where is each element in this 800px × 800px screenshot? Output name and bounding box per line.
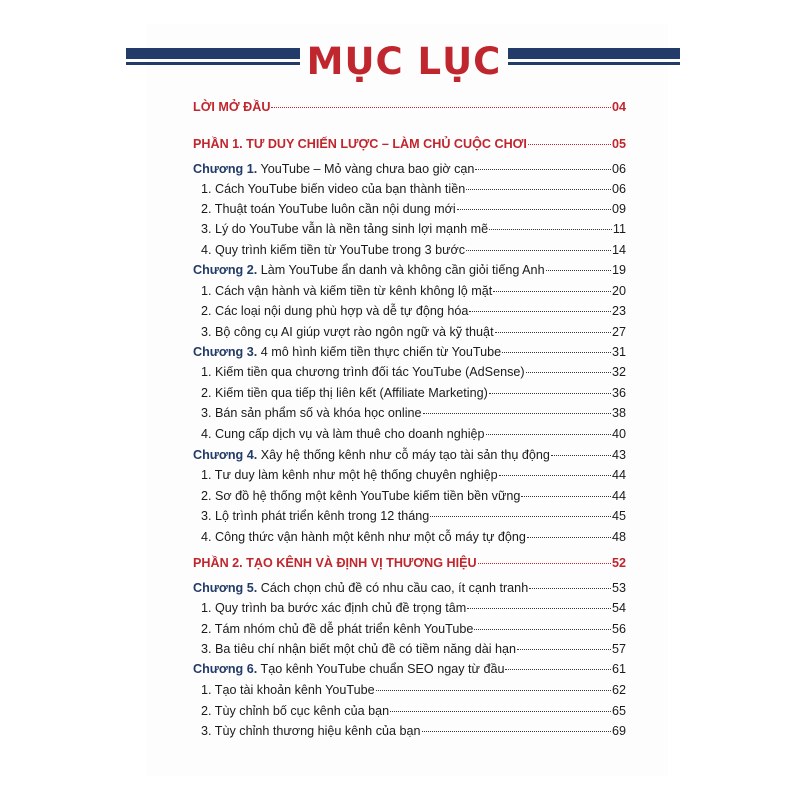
leader-dots — [521, 496, 611, 497]
section-page: 11 — [612, 222, 626, 236]
chapter-page: 61 — [611, 662, 626, 676]
leader-dots — [467, 608, 611, 609]
chapter-page: 31 — [611, 345, 626, 359]
leader-dots — [466, 250, 611, 251]
toc-section — [193, 406, 626, 420]
toc-section — [193, 386, 626, 400]
section-page: 44 — [611, 468, 626, 482]
section-page: 54 — [611, 601, 626, 615]
section-page: 65 — [611, 704, 626, 718]
section-page: 27 — [611, 325, 626, 339]
leader-dots — [423, 413, 611, 414]
section-page: 38 — [611, 406, 626, 420]
leader-dots — [546, 270, 611, 271]
section-title: 2. Tám nhóm chủ đề dễ phát triển kênh YouTube — [201, 622, 474, 636]
toc-part-page: 05 — [611, 137, 626, 151]
toc-section — [193, 530, 626, 544]
toc-section — [193, 284, 626, 298]
leader-dots — [499, 475, 611, 476]
toc-intro-page: 04 — [611, 100, 626, 114]
toc-section — [193, 222, 626, 236]
section-title: 3. Bán sản phẩm số và khóa học online — [201, 406, 422, 420]
chapter-title: 4 mô hình kiếm tiền thực chiến từ YouTube — [260, 345, 502, 359]
leader-dots — [474, 629, 611, 630]
toc-section — [193, 304, 626, 318]
leader-dots — [469, 311, 611, 312]
leader-dots — [466, 189, 611, 190]
chapter-title: YouTube – Mỏ vàng chưa bao giờ cạn — [260, 162, 475, 176]
toc-intro-text: LỜI MỞ ĐẦU — [193, 100, 271, 114]
section-page: 62 — [611, 683, 626, 697]
leader-dots — [505, 669, 611, 670]
toc-section — [193, 724, 626, 738]
chapter-label: Chương 5. — [193, 581, 258, 595]
chapter-label: Chương 6. — [193, 662, 258, 676]
toc-section — [193, 601, 626, 615]
chapter-title: Tạo kênh YouTube chuẩn SEO ngay từ đầu — [260, 662, 505, 676]
section-title: 3. Bộ công cụ AI giúp vượt rào ngôn ngữ và kỹ thuật — [201, 325, 494, 339]
chapter-page: 06 — [611, 162, 626, 176]
toc-chapter-4 — [193, 448, 626, 462]
leader-dots — [430, 516, 611, 517]
toc-section — [193, 704, 626, 718]
header-bar-left — [126, 48, 300, 59]
leader-dots — [457, 209, 611, 210]
leader-dots — [478, 563, 611, 564]
chapter-label: Chương 4. — [193, 448, 258, 462]
section-title: 4. Cung cấp dịch vụ và làm thuê cho doanh nghiệp — [201, 427, 485, 441]
section-title: 1. Tư duy làm kênh như một hệ thống chuyên nghiệp — [201, 468, 498, 482]
chapter-page: 43 — [611, 448, 626, 462]
toc-chapter-5 — [193, 581, 626, 595]
leader-dots — [529, 588, 611, 589]
section-title: 1. Kiếm tiền qua chương trình đối tác YouTube (AdSense) — [201, 365, 525, 379]
section-title: 2. Các loại nội dung phù hợp và dễ tự động hóa — [201, 304, 469, 318]
toc-intro — [193, 100, 626, 114]
toc-chapter-3 — [193, 345, 626, 359]
leader-dots — [495, 332, 611, 333]
header-bar-right — [508, 48, 680, 59]
section-title: 2. Thuật toán YouTube luôn cần nội dung mới — [201, 202, 456, 216]
toc-section — [193, 622, 626, 636]
section-title: 1. Cách YouTube biến video của bạn thành tiền — [201, 182, 466, 196]
section-page: 40 — [611, 427, 626, 441]
toc-section — [193, 427, 626, 441]
section-page: 45 — [611, 509, 626, 523]
toc-section — [193, 365, 626, 379]
section-title: 1. Cách vận hành và kiếm tiền từ kênh không lộ mặt — [201, 284, 493, 298]
leader-dots — [486, 434, 611, 435]
toc-section — [193, 202, 626, 216]
section-title: 3. Tùy chỉnh thương hiệu kênh của bạn — [201, 724, 421, 738]
section-title: 2. Sơ đồ hệ thống một kênh YouTube kiếm tiền bền vững — [201, 489, 521, 503]
leader-dots — [489, 393, 611, 394]
chapter-title: Cách chọn chủ đề có nhu cầu cao, ít cạnh tranh — [260, 581, 529, 595]
section-page: 69 — [611, 724, 626, 738]
leader-dots — [528, 144, 611, 145]
toc-chapter-2 — [193, 263, 626, 277]
toc-section — [193, 489, 626, 503]
leader-dots — [551, 455, 611, 456]
section-title: 1. Tạo tài khoản kênh YouTube — [201, 683, 375, 697]
toc-section — [193, 509, 626, 523]
toc-section — [193, 182, 626, 196]
section-title: 4. Quy trình kiếm tiền từ YouTube trong 3 bước — [201, 243, 466, 257]
section-title: 2. Tùy chỉnh bố cục kênh của bạn — [201, 704, 390, 718]
toc-part-2 — [193, 556, 626, 570]
leader-dots — [526, 372, 611, 373]
chapter-page: 19 — [611, 263, 626, 277]
leader-dots — [527, 537, 611, 538]
leader-dots — [390, 711, 611, 712]
toc-part-text: PHẦN 1. TƯ DUY CHIẾN LƯỢC – LÀM CHỦ CUỘC CHƠI — [193, 137, 527, 151]
section-page: 06 — [611, 182, 626, 196]
chapter-label: Chương 1. — [193, 162, 258, 176]
section-page: 36 — [611, 386, 626, 400]
toc-part-page: 52 — [611, 556, 626, 570]
toc-part-text: PHẦN 2. TẠO KÊNH VÀ ĐỊNH VỊ THƯƠNG HIỆU — [193, 556, 477, 570]
toc-chapter-6 — [193, 662, 626, 676]
section-page: 56 — [611, 622, 626, 636]
toc-section — [193, 243, 626, 257]
section-page: 20 — [611, 284, 626, 298]
section-page: 09 — [611, 202, 626, 216]
toc-section — [193, 642, 626, 656]
toc-section — [193, 683, 626, 697]
chapter-title: Xây hệ thống kênh như cỗ máy tạo tài sản thụ động — [260, 448, 550, 462]
leader-dots — [475, 169, 611, 170]
section-title: 3. Ba tiêu chí nhận biết một chủ đề có tiềm năng dài hạn — [201, 642, 517, 656]
leader-dots — [489, 229, 612, 230]
leader-dots — [517, 649, 611, 650]
chapter-title: Làm YouTube ẩn danh và không cần giỏi tiếng Anh — [260, 263, 545, 277]
chapter-label: Chương 2. — [193, 263, 258, 277]
leader-dots — [271, 107, 611, 108]
section-page: 48 — [611, 530, 626, 544]
toc-section — [193, 468, 626, 482]
section-title: 2. Kiếm tiền qua tiếp thị liên kết (Affiliate Marketing) — [201, 386, 488, 400]
leader-dots — [376, 690, 611, 691]
section-page: 23 — [611, 304, 626, 318]
toc-chapter-1 — [193, 162, 626, 176]
leader-dots — [493, 291, 611, 292]
section-title: 3. Lý do YouTube vẫn là nền tảng sinh lợi mạnh mẽ — [201, 222, 489, 236]
section-title: 4. Công thức vận hành một kênh như một cỗ máy tự động — [201, 530, 526, 544]
section-page: 32 — [611, 365, 626, 379]
section-page: 14 — [611, 243, 626, 257]
chapter-page: 53 — [611, 581, 626, 595]
section-title: 3. Lộ trình phát triển kênh trong 12 tháng — [201, 509, 430, 523]
toc-section — [193, 325, 626, 339]
page-title: MỤC LỤC — [306, 40, 502, 83]
section-page: 57 — [611, 642, 626, 656]
toc-part-1 — [193, 137, 626, 151]
chapter-label: Chương 3. — [193, 345, 258, 359]
section-title: 1. Quy trình ba bước xác định chủ đề trọng tâm — [201, 601, 467, 615]
section-page: 44 — [611, 489, 626, 503]
leader-dots — [422, 731, 611, 732]
leader-dots — [502, 352, 611, 353]
